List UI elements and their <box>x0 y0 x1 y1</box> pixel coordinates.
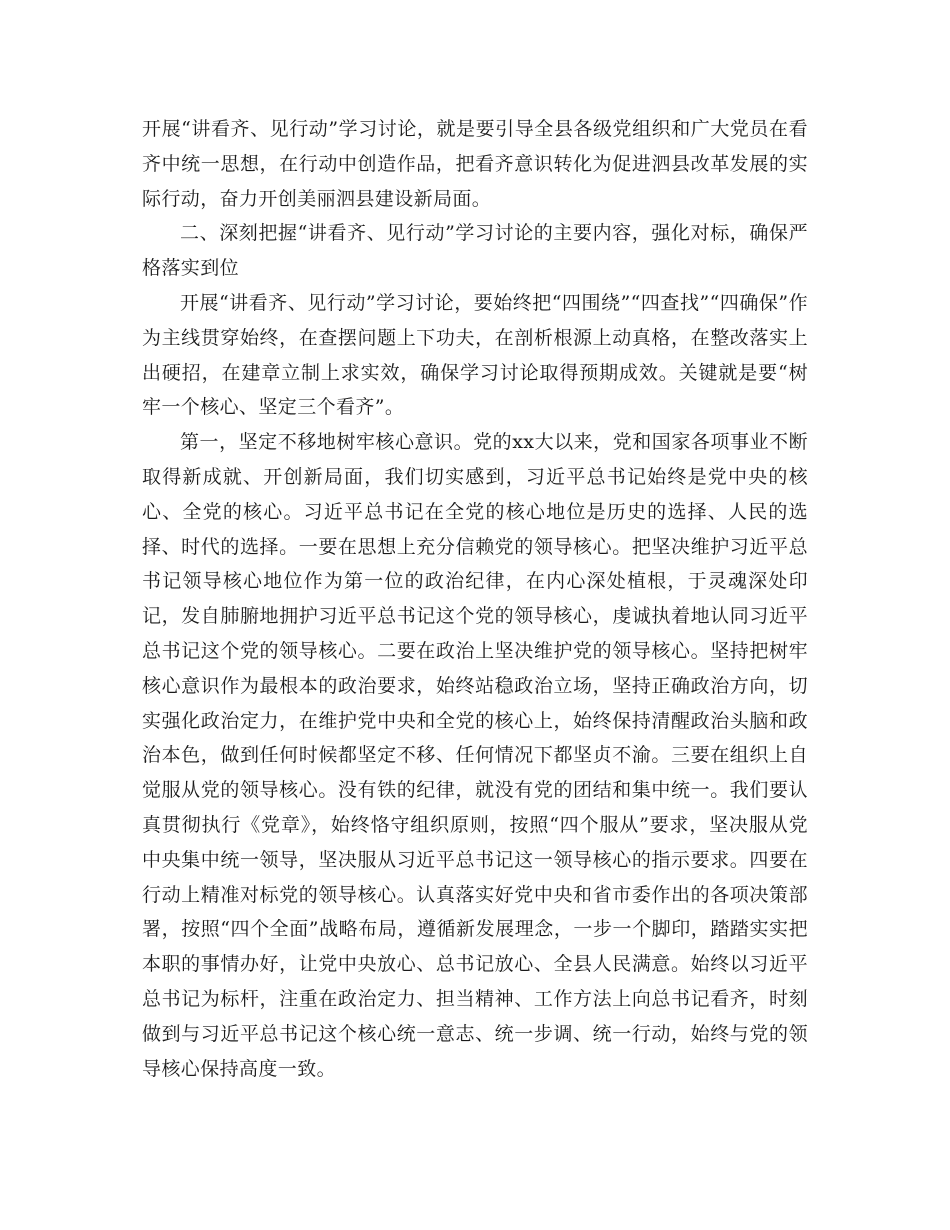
document-page <box>142 112 808 1086</box>
section-heading-2: 二、深刻把握“讲看齐、见行动”学习讨论的主要内容，强化对标，确保严格落实到位 <box>142 222 808 280</box>
paragraph-1: 开展“讲看齐、见行动”学习讨论，就是要引导全县各级党组织和广大党员在看齐中统一思想，在行动中创造作品，把看齐意识转化为促进泗县改革发展的实际行动，奋力开创美丽泗县建设新局面。 <box>142 118 808 210</box>
paragraph-3: 开展“讲看齐、见行动”学习讨论，要始终把“四围绕”“四查找”“四确保”作为主线贯穿始终，在查摆问题上下功夫，在剖析根源上动真格，在整改落实上出硬招，在建章立制上求实效，确保学习讨论取得预期成效。关键就是要“树牢一个核心、坚定三个看齐”。 <box>142 291 808 419</box>
paragraph-4: 第一，坚定不移地树牢核心意识。党的xx大以来，党和国家各项事业不断取得新成就、开创新局面，我们切实感到，习近平总书记始终是党中央的核心、全党的核心。习近平总书记在全党的核心地位是历史的选择、人民的选择、时代的选择。一要在思想上充分信赖党的领导核心。把坚决维护习近平总书记领导核心地位作为第一位的政治纪律，在内心深处植根，于灵魂深处印记，发自肺腑地拥护习近平总书记这个党的领导核心，虔诚执着地认同习近平总书记这个党的领导核心。二要在政治上坚决维护党的领导核心。坚持把树牢核心意识作为最根本的政治要求，始终站稳政治立场，坚持正确政治方向，切实强化政治定力，在维护党中央和全党的核心上，始终保持清醒政治头脑和政治本色，做到任何时候都坚定不移、任何情况下都坚贞不渝。三要在组织上自觉服从党的领导核心。没有铁的纪律，就没有党的团结和集中统一。我们要认真贯彻执行《党章》，始终恪守组织原则，按照“四个服从”要求，坚决服从党中央集中统一领导，坚决服从习近平总书记这一领导核心的指示要求。四要在行动上精准对标党的领导核心。认真落实好党中央和省市委作出的各项决策部署，按照“四个全面”战略布局，遵循新发展理念，一步一个脚印，踏踏实实把本职的事情办好，让党中央放心、总书记放心、全县人民满意。始终以习近平总书记为标杆，注重在政治定力、担当精神、工作方法上向总书记看齐，时刻做到与习近平总书记这个核心统一意志、统一步调、统一行动，始终与党的领导核心保持高度一致。 <box>142 431 808 1080</box>
